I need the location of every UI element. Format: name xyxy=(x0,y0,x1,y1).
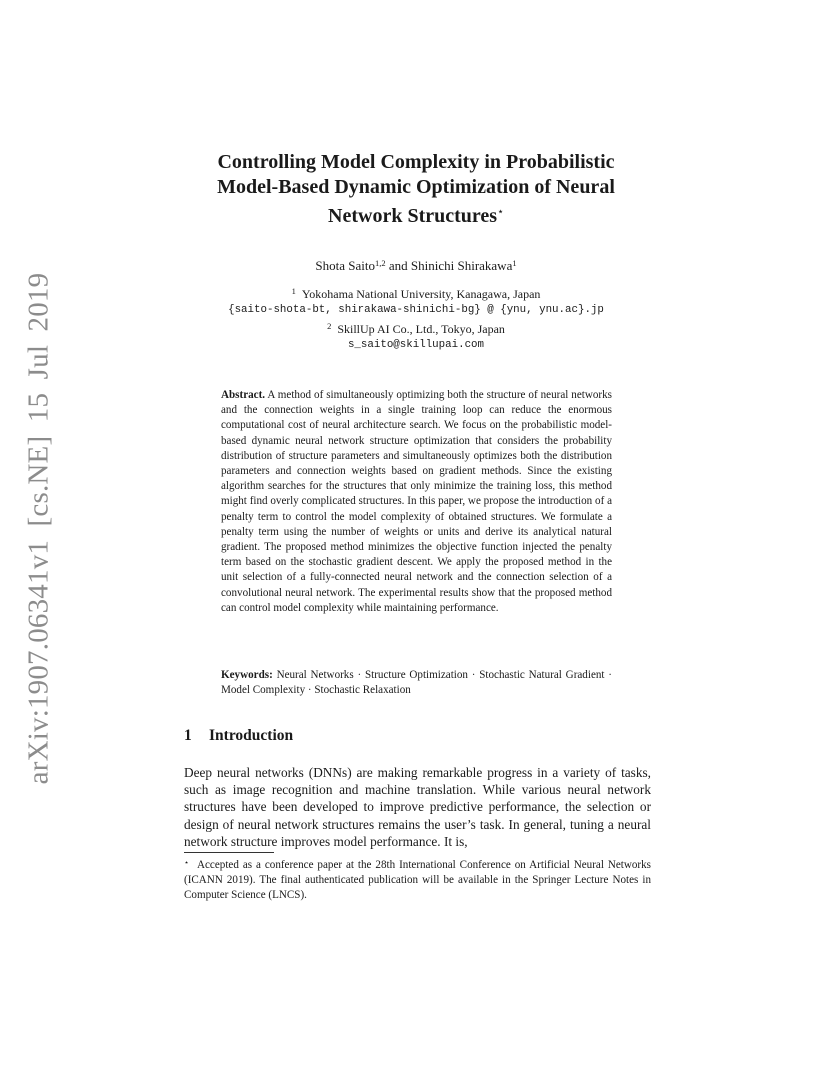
arxiv-id-text: arXiv:1907.06341v1 [cs.NE] 15 Jul 2019 xyxy=(22,272,55,784)
author-1-name: Shota Saito xyxy=(315,258,375,273)
abstract-label: Abstract. xyxy=(221,389,266,401)
abstract xyxy=(221,388,612,616)
title-line-3 xyxy=(175,200,657,229)
footnote-divider xyxy=(184,852,274,853)
section-title: Introduction xyxy=(209,727,294,744)
section-number: 1 xyxy=(184,727,192,744)
title-line-2: Model-Based Dynamic Optimization of Neural xyxy=(217,176,615,198)
paper-title xyxy=(175,150,657,229)
affiliation-2-email: s_saito@skillupai.com xyxy=(347,339,485,351)
affiliation-1-number: 1 xyxy=(291,286,296,296)
title-line-3-text: Network Structures xyxy=(328,205,498,227)
author-joiner: and xyxy=(385,258,411,273)
affiliation-1 xyxy=(175,283,657,302)
footnote-mark: ⋆ xyxy=(184,858,190,867)
keyword-list xyxy=(221,669,612,696)
affiliation-2-number: 2 xyxy=(327,321,332,331)
keyword-item: Neural Networks xyxy=(276,669,354,681)
abstract-text: A method of simultaneously optimizing both the structure of neural networks and the connection weights in a single training loop can reduce the enormous computational cost of neural architecture search. We focus on the probabilistic model-based dynamic neural network structure optimization that considers the probability distribution of structure parameters and simultaneously optimizes both the distribution parameters and connection weights based on gradient methods. Since the existing algorithm searches for the structures that only minimize the training loss, this method might find overly complicated structures. In this paper, we propose the introduction of a penalty term to control the model complexity of obtained structures. We formulate a penalty term using the number of weights or units and derive its analytical natural gradient. The proposed method minimizes the objective function injected the penalty term based on the stochastic gradient descent. We apply the proposed method in the unit selection of a fully-connected neural network and the connection selection of a convolutional neural network. The experimental results show that the proposed method can control model complexity while maintaining performance. xyxy=(221,389,612,614)
author-2-name: Shinichi Shirakawa xyxy=(410,258,513,273)
keyword-item: · Model Complexity xyxy=(221,669,612,696)
footnote-text: Accepted as a conference paper at the 28th International Conference on Artificial Neural Networks (ICANN 2019). The final authenticated publication will be available in the Springer Lecture Notes in Computer Science (LNCS). xyxy=(184,859,651,901)
title-footnote-mark: ⋆ xyxy=(497,206,504,218)
author-list xyxy=(175,255,657,274)
affiliation-2 xyxy=(175,318,657,337)
affiliations xyxy=(175,283,657,353)
author-2-affiliation: 1 xyxy=(512,258,517,268)
arxiv-identifier-stamp xyxy=(13,272,65,784)
keyword-item: · Stochastic Relaxation xyxy=(305,684,411,696)
introduction-paragraph: Deep neural networks (DNNs) are making remarkable progress in a variety of tasks, such as image recognition and machine translation. While various neural network structures have been developed to improve predictive performance, the selection or design of neural network structures remains the user’s task. In general, tuning a neural network structure improves model performance. It is, xyxy=(184,765,651,849)
affiliation-1-email: {saito-shota-bt, shirakawa-shinichi-bg} @ {ynu, ynu.ac}.jp xyxy=(228,304,604,316)
section-heading-introduction xyxy=(184,727,293,745)
keywords xyxy=(221,668,612,698)
author-1-affiliation: 1,2 xyxy=(374,258,386,268)
affiliation-2-name: SkillUp AI Co., Ltd., Tokyo, Japan xyxy=(337,322,505,336)
keywords-label: Keywords: xyxy=(221,669,273,681)
keyword-item: · Stochastic Natural Gradient xyxy=(468,669,605,681)
footnote xyxy=(184,855,651,903)
title-line-1: Controlling Model Complexity in Probabilistic xyxy=(217,151,615,173)
affiliation-1-name: Yokohama National University, Kanagawa, Japan xyxy=(301,287,541,301)
keyword-item: · Structure Optimization xyxy=(354,669,468,681)
